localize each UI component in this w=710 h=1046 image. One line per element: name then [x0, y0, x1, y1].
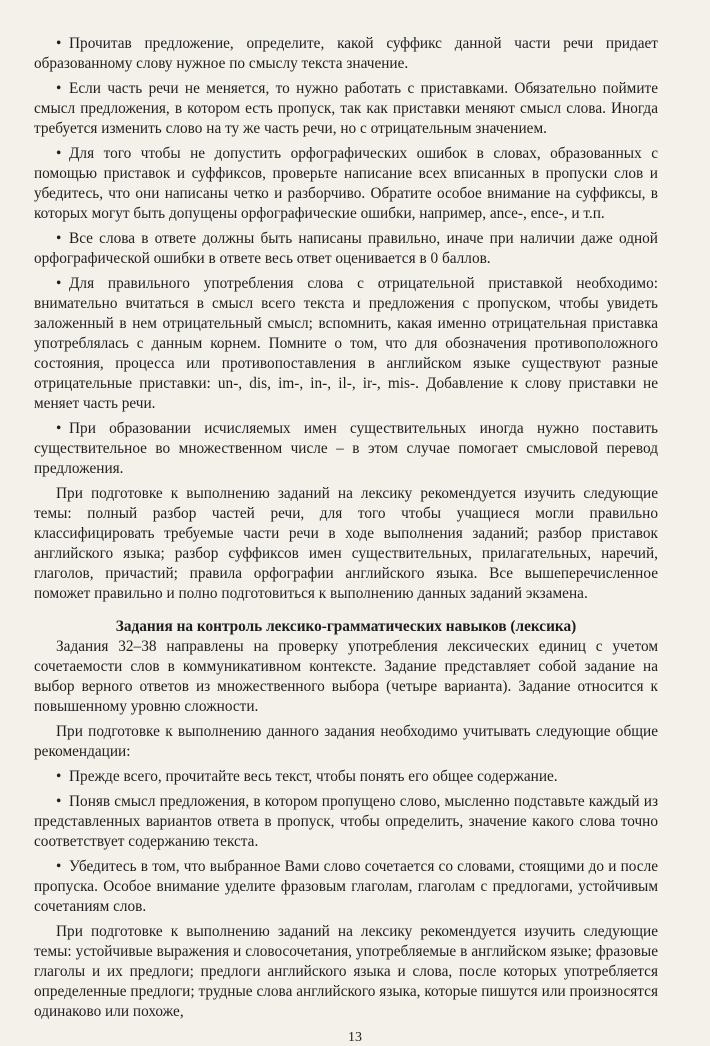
bullet-text: Для правильного употребления слова с отрицательной приставкой необходимо: внимательно вчитаться в смысл всего текста и предложения с пропуском, чтобы увидеть заложенный в нем отрицательный смысл; вспомнить, какая именно отрицательная приставка употреблялась с данным корнем. Помните о том, что для обозначения противоположного состояния, процесса или противопоставления в английском языке существуют разные отрицательные приставки: un-, dis, im-, in-, il-, ir-, mis-. Добавление к слову приставки не меняет часть речи. [34, 275, 658, 412]
bullet-marker: • [56, 275, 62, 292]
bullet-text: Убедитесь в том, что выбранное Вами слово сочетается со словами, стоящими до и после пропуска. Особое внимание уделите фразовым глаголам, глаголам с предлогами, устойчивым сочетаниям слов. [34, 858, 658, 915]
bullet-paragraph [34, 792, 658, 852]
bullet-paragraph [34, 34, 658, 74]
vocabulary-topics-paragraph: При подготовке к выполнению заданий на лексику рекомендуется изучить следующие темы: полный разбор частей речи, для того чтобы учащиеся могли правильно классифицировать требуемые части речи в ходе выполнения заданий; разбор приставок английского языка; разбор суффиксов имен существительных, прилагательных, наречий, глаголов, причастий; правила орфографии английского языка. Все вышеперечисленное поможет правильно и полно подготовиться к выполнению данных заданий экзамена. [34, 485, 658, 602]
bullet-text: Прочитав предложение, определите, какой суффикс данной части речи придает образованному слову нужное по смыслу текста значение. [34, 35, 658, 72]
bullet-marker: • [56, 768, 62, 785]
bullet-paragraph [34, 857, 658, 917]
bullet-marker: • [56, 145, 62, 162]
bullet-marker: • [56, 80, 62, 97]
page-number: 13 [348, 1030, 362, 1045]
bullet-paragraph [34, 79, 658, 139]
section-heading: Задания на контроль лексико-грамматических навыков (лексика) [115, 618, 577, 635]
bullet-text: Прежде всего, прочитайте весь текст, чтобы понять его общее содержание. [69, 768, 558, 785]
bullet-paragraph [34, 419, 658, 479]
vocabulary-topics-paragraph: При подготовке к выполнению заданий на лексику рекомендуется изучить следующие темы: устойчивые выражения и словосочетания, употребляемые в английском языке; фразовые глаголы и их предлоги; предлоги английского языка и слова, после которых употребляется определенные предлоги; трудные слова английского языка, которые пишутся или произносятся одинаково или похоже, [34, 923, 658, 1020]
bullet-marker: • [56, 230, 62, 247]
bullet-marker: • [56, 858, 62, 875]
bullet-paragraph [34, 144, 658, 224]
bullet-paragraph [34, 767, 658, 787]
bullet-text: При образовании исчисляемых имен существительных иногда нужно поставить существительное во множественном числе – в этом случае помогает смысловой перевод предложения. [34, 420, 658, 477]
recommendations-lead-paragraph: При подготовке к выполнению данного задания необходимо учитывать следующие общие рекомендации: [34, 723, 658, 760]
bullet-text: Поняв смысл предложения, в котором пропущено слово, мысленно подставьте каждый из представленных вариантов ответа в пропуск, чтобы определить, значение какого слова точно соответствует содержанию текста. [34, 793, 658, 850]
bullet-marker: • [56, 793, 62, 810]
bullet-marker: • [56, 35, 62, 52]
task-intro-paragraph: Задания 32–38 направлены на проверку употребления лексических единиц с учетом сочетаемости слов в коммуникативном контексте. Задание представляет собой задание на выбор верного ответов из множественного выбора (четыре варианта). Задание относится к повышенному уровню сложности. [34, 638, 658, 715]
bullet-text: Для того чтобы не допустить орфографических ошибок в словах, образованных с помощью приставок и суффиксов, проверьте написание всех вписанных в пропуски слов и убедитесь, что они написаны четко и разборчиво. Обратите особое внимание на суффиксы, в которых могут быть допущены орфографические ошибки, например, ance-, ence-, и т.п. [34, 145, 658, 222]
bullet-paragraph [34, 229, 658, 269]
bullet-text: Все слова в ответе должны быть написаны правильно, иначе при наличии даже одной орфографической ошибки в ответе весь ответ оценивается в 0 баллов. [34, 230, 658, 267]
bullet-marker: • [56, 420, 62, 437]
bullet-paragraph [34, 274, 658, 414]
bullet-text: Если часть речи не меняется, то нужно работать с приставками. Обязательно поймите смысл предложения, в котором есть пропуск, так как приставки меняют смысл слова. Иногда требуется изменить слово на ту же часть речи, но с отрицательным значением. [34, 80, 658, 137]
